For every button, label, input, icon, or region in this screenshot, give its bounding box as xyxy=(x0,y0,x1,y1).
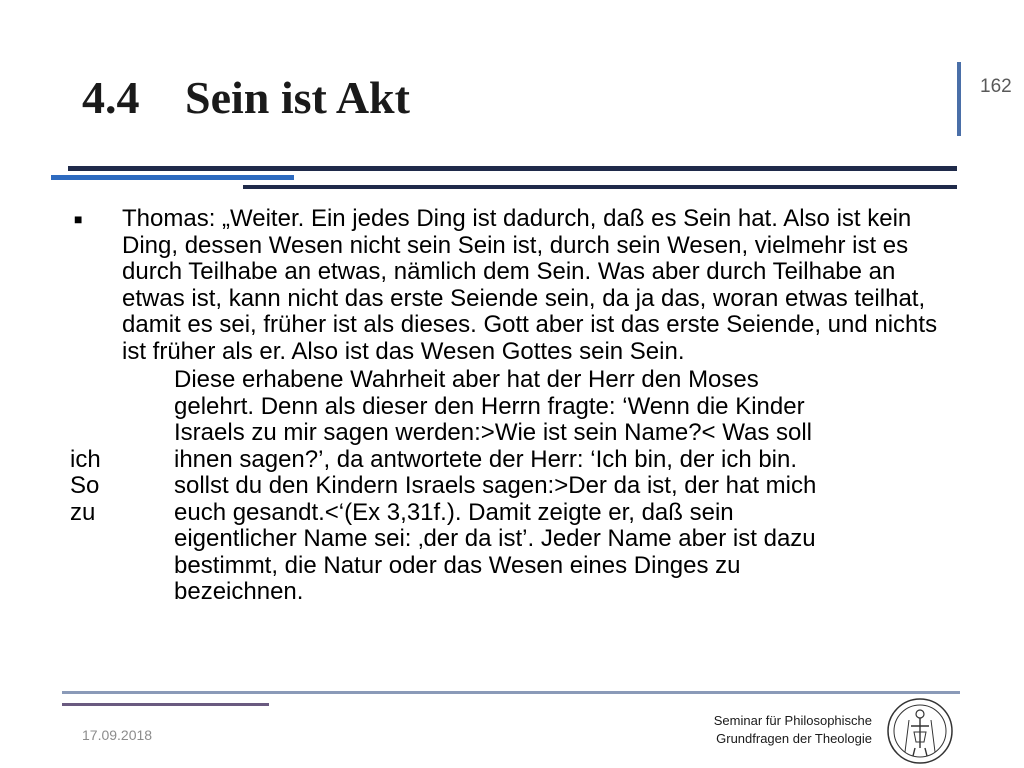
quote-line: Diese erhabene Wahrheit aber hat der Herr den Moses xyxy=(174,366,759,393)
quote-line: bestimmt, die Natur oder das Wesen eines Dinges zu xyxy=(174,551,741,579)
section-number: 4.4 xyxy=(82,72,140,123)
slide-title xyxy=(82,66,410,130)
bullet-text: Thomas: „Weiter. Ein jedes Ding ist dadurch, daß es Sein hat. Also ist kein Ding, dessen Wesen nicht sein Sein ist, durch sein Wesen, vielmehr ist es durch Teilhabe an etwas, nämlich dem Sein. Was aber durch Teilhabe an etwas ist, kann nicht das erste Seiende sein, da ja das, woran etwas teilhat, damit es sei, früher ist als dieses. Gott aber ist das erste Seiende, und nichts ist früher als er. Also ist das Wesen Gottes sein Sein. xyxy=(122,205,938,365)
quote-line: sollst du den Kindern Israels sagen:>Der da ist, der hat mich xyxy=(174,472,817,499)
quote-margin-word: ich xyxy=(70,445,101,473)
header-rule-bottom xyxy=(243,185,957,189)
quote-line: ihnen sagen?’, da antwortete der Herr: ‘Ich bin, der ich bin. xyxy=(174,445,798,473)
slide-body xyxy=(70,206,950,606)
header-rule-accent xyxy=(51,175,294,180)
header-rule-top xyxy=(68,166,957,171)
quote-margin-word xyxy=(70,553,174,580)
university-seal-icon xyxy=(885,696,955,766)
quote-margin-word xyxy=(70,420,174,447)
bullet-item xyxy=(70,206,950,365)
footer-org-line1: Seminar für Philosophische xyxy=(713,713,872,728)
footer-rule xyxy=(62,691,960,694)
quote-line: gelehrt. Denn als dieser den Herrn fragte: ‘Wenn die Kinder xyxy=(174,392,805,420)
quote-line: eigentlicher Name sei: ‚der da ist’. Jeder Name aber ist dazu xyxy=(174,525,816,552)
quote-line: bezeichnen. xyxy=(174,578,304,605)
quote-margin-word xyxy=(70,367,174,394)
bullet-square-icon: ■ xyxy=(74,211,83,227)
footer-org-line2: Grundfragen der Theologie xyxy=(716,731,872,746)
quote-block xyxy=(70,367,950,606)
footer-date: 17.09.2018 xyxy=(82,727,153,743)
title-text: Sein ist Akt xyxy=(185,72,410,123)
page-number-divider xyxy=(957,62,961,136)
quote-margin-word xyxy=(70,394,174,421)
page-number: 162 xyxy=(980,76,1012,97)
footer-organization xyxy=(714,712,872,748)
quote-margin-word: zu xyxy=(70,498,96,526)
footer-rule-accent xyxy=(62,703,269,706)
quote-margin-word xyxy=(70,579,174,606)
quote-line: Israels zu mir sagen werden:>Wie ist sein Name?< Was soll xyxy=(174,419,813,446)
quote-line: euch gesandt.<‘(Ex 3,31f.). Damit zeigte er, daß sein xyxy=(174,498,734,526)
quote-margin-word xyxy=(70,526,174,553)
quote-margin-word: So xyxy=(70,472,100,499)
